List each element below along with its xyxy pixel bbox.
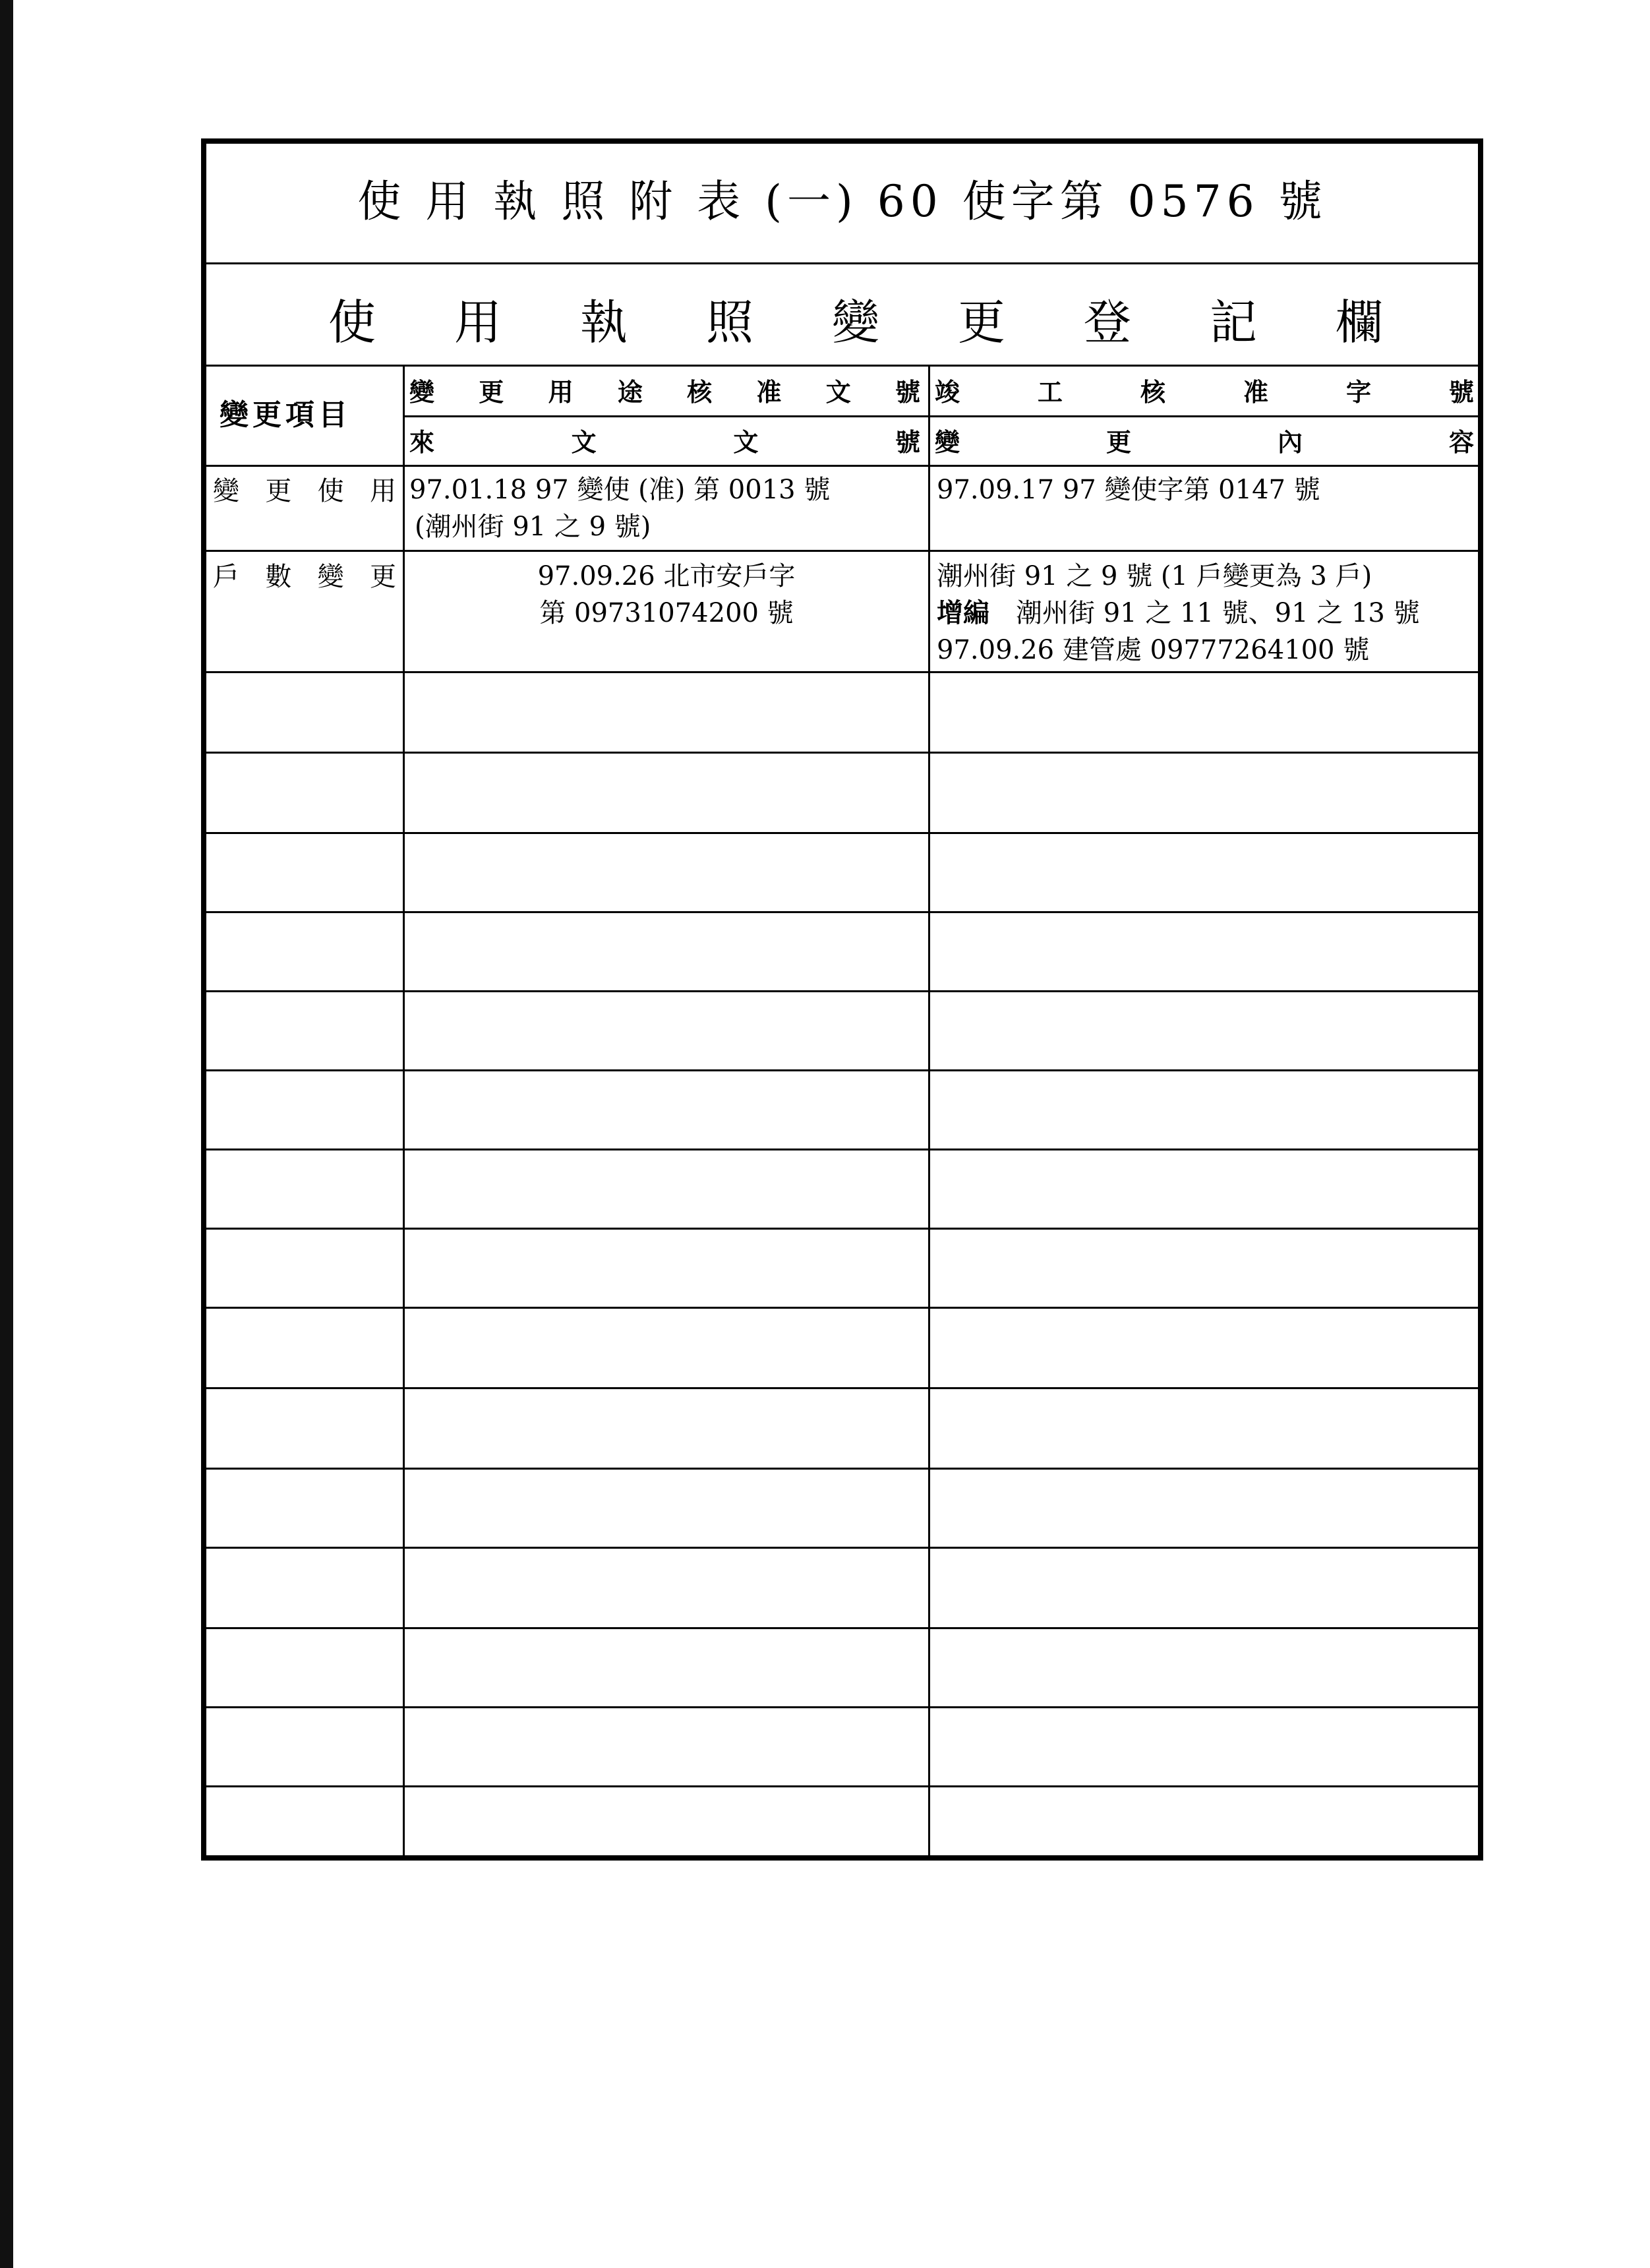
rule-blank-9 [206, 1387, 1479, 1389]
section-title-char: 登 [1083, 295, 1131, 350]
header-col2-top [409, 371, 920, 408]
header-char: 更 [1105, 427, 1131, 457]
section-title [328, 292, 1383, 350]
header-char: 號 [895, 376, 920, 407]
row2-col3-line1: 潮州街 91 之 9 號 (1 戶變更為 3 戶) [937, 561, 1372, 591]
rule-blank-12 [206, 1627, 1479, 1629]
rule-header-mid [404, 415, 1479, 417]
row-item-char: 戶 [213, 561, 239, 592]
section-title-char: 欄 [1335, 295, 1383, 350]
row-item-char: 更 [369, 561, 396, 592]
scan-edge [0, 0, 13, 2268]
header-char: 核 [687, 376, 713, 407]
rule-blank-11 [206, 1547, 1479, 1549]
row2-col2-line1: 97.09.26 北市安戶字 [537, 561, 796, 591]
row2-col3-line3: 97.09.26 建管處 09777264100 號 [937, 635, 1370, 665]
rule-blank-8 [206, 1307, 1479, 1309]
rule-header-bottom [206, 465, 1479, 467]
header-char: 准 [756, 376, 782, 407]
rule-blank-3 [206, 911, 1479, 913]
header-char: 竣 [935, 376, 960, 407]
rule-col-2 [928, 365, 930, 1856]
row1-col3-line1: 97.09.17 97 變使字第 0147 號 [937, 475, 1320, 505]
rule-blank-10 [206, 1468, 1479, 1470]
rule-blank-13 [206, 1706, 1479, 1708]
row-item-char: 用 [369, 475, 396, 506]
section-title-char: 變 [831, 295, 879, 350]
header-change-item: 變更項目 [220, 398, 351, 432]
section-title-char: 照 [705, 295, 753, 350]
header-char: 號 [895, 427, 920, 457]
row-item-char: 變 [317, 561, 344, 592]
rule-blank-4 [206, 990, 1479, 992]
row-item-char: 數 [265, 561, 292, 592]
header-char: 工 [1037, 376, 1063, 407]
row2-item [213, 559, 396, 592]
rule-blank-2 [206, 832, 1479, 834]
header-char: 途 [617, 376, 643, 407]
header-char: 核 [1140, 376, 1165, 407]
header-col3-bottom [935, 421, 1474, 458]
rule-blank-6 [206, 1149, 1479, 1150]
section-title-char: 用 [454, 295, 502, 350]
section-title-char: 更 [957, 295, 1005, 350]
header-char: 字 [1345, 376, 1371, 407]
row-item-char: 使 [317, 475, 344, 506]
rule-row2-bottom [206, 671, 1479, 673]
row1-item [213, 473, 396, 504]
section-title-char: 使 [328, 295, 376, 350]
header-char: 變 [409, 376, 435, 407]
row2-col2-line2: 第 09731074200 號 [539, 598, 794, 628]
rule-blank-5 [206, 1069, 1479, 1071]
section-title-char: 執 [579, 295, 628, 350]
header-char: 文 [571, 427, 597, 457]
rule-under-title [206, 262, 1479, 264]
header-char: 內 [1277, 427, 1303, 457]
row-item-char: 變 [213, 475, 239, 506]
added-label: 增編 [937, 597, 989, 628]
header-char: 來 [409, 427, 435, 457]
rule-blank-14 [206, 1785, 1479, 1787]
added-addresses: 潮州街 91 之 11 號、91 之 13 號 [1016, 598, 1420, 628]
header-char: 文 [733, 427, 759, 457]
row1-col2-line2: (潮州街 91 之 9 號) [415, 512, 651, 542]
header-char: 號 [1448, 376, 1474, 407]
row-item-char: 更 [265, 475, 292, 506]
rule-row1-bottom [206, 550, 1479, 552]
rule-blank-7 [206, 1228, 1479, 1230]
rule-blank-1 [206, 752, 1479, 754]
header-char: 變 [935, 427, 960, 457]
section-title-char: 記 [1209, 295, 1257, 350]
row1-col2-line1: 97.01.18 97 變使 (准) 第 0013 號 [409, 475, 831, 505]
header-char: 用 [548, 376, 574, 407]
rule-under-section-title [206, 365, 1479, 367]
header-col3-top [935, 371, 1474, 408]
header-char: 准 [1243, 376, 1268, 407]
header-char: 更 [479, 376, 504, 407]
row2-col3-line2 [937, 597, 1420, 628]
document-title: 使 用 執 照 附 表 (一) 60 使字第 0576 號 [357, 176, 1328, 227]
header-char: 文 [825, 376, 851, 407]
header-char: 容 [1448, 427, 1474, 457]
header-col2-bottom [409, 421, 920, 458]
form-frame [201, 138, 1483, 1861]
